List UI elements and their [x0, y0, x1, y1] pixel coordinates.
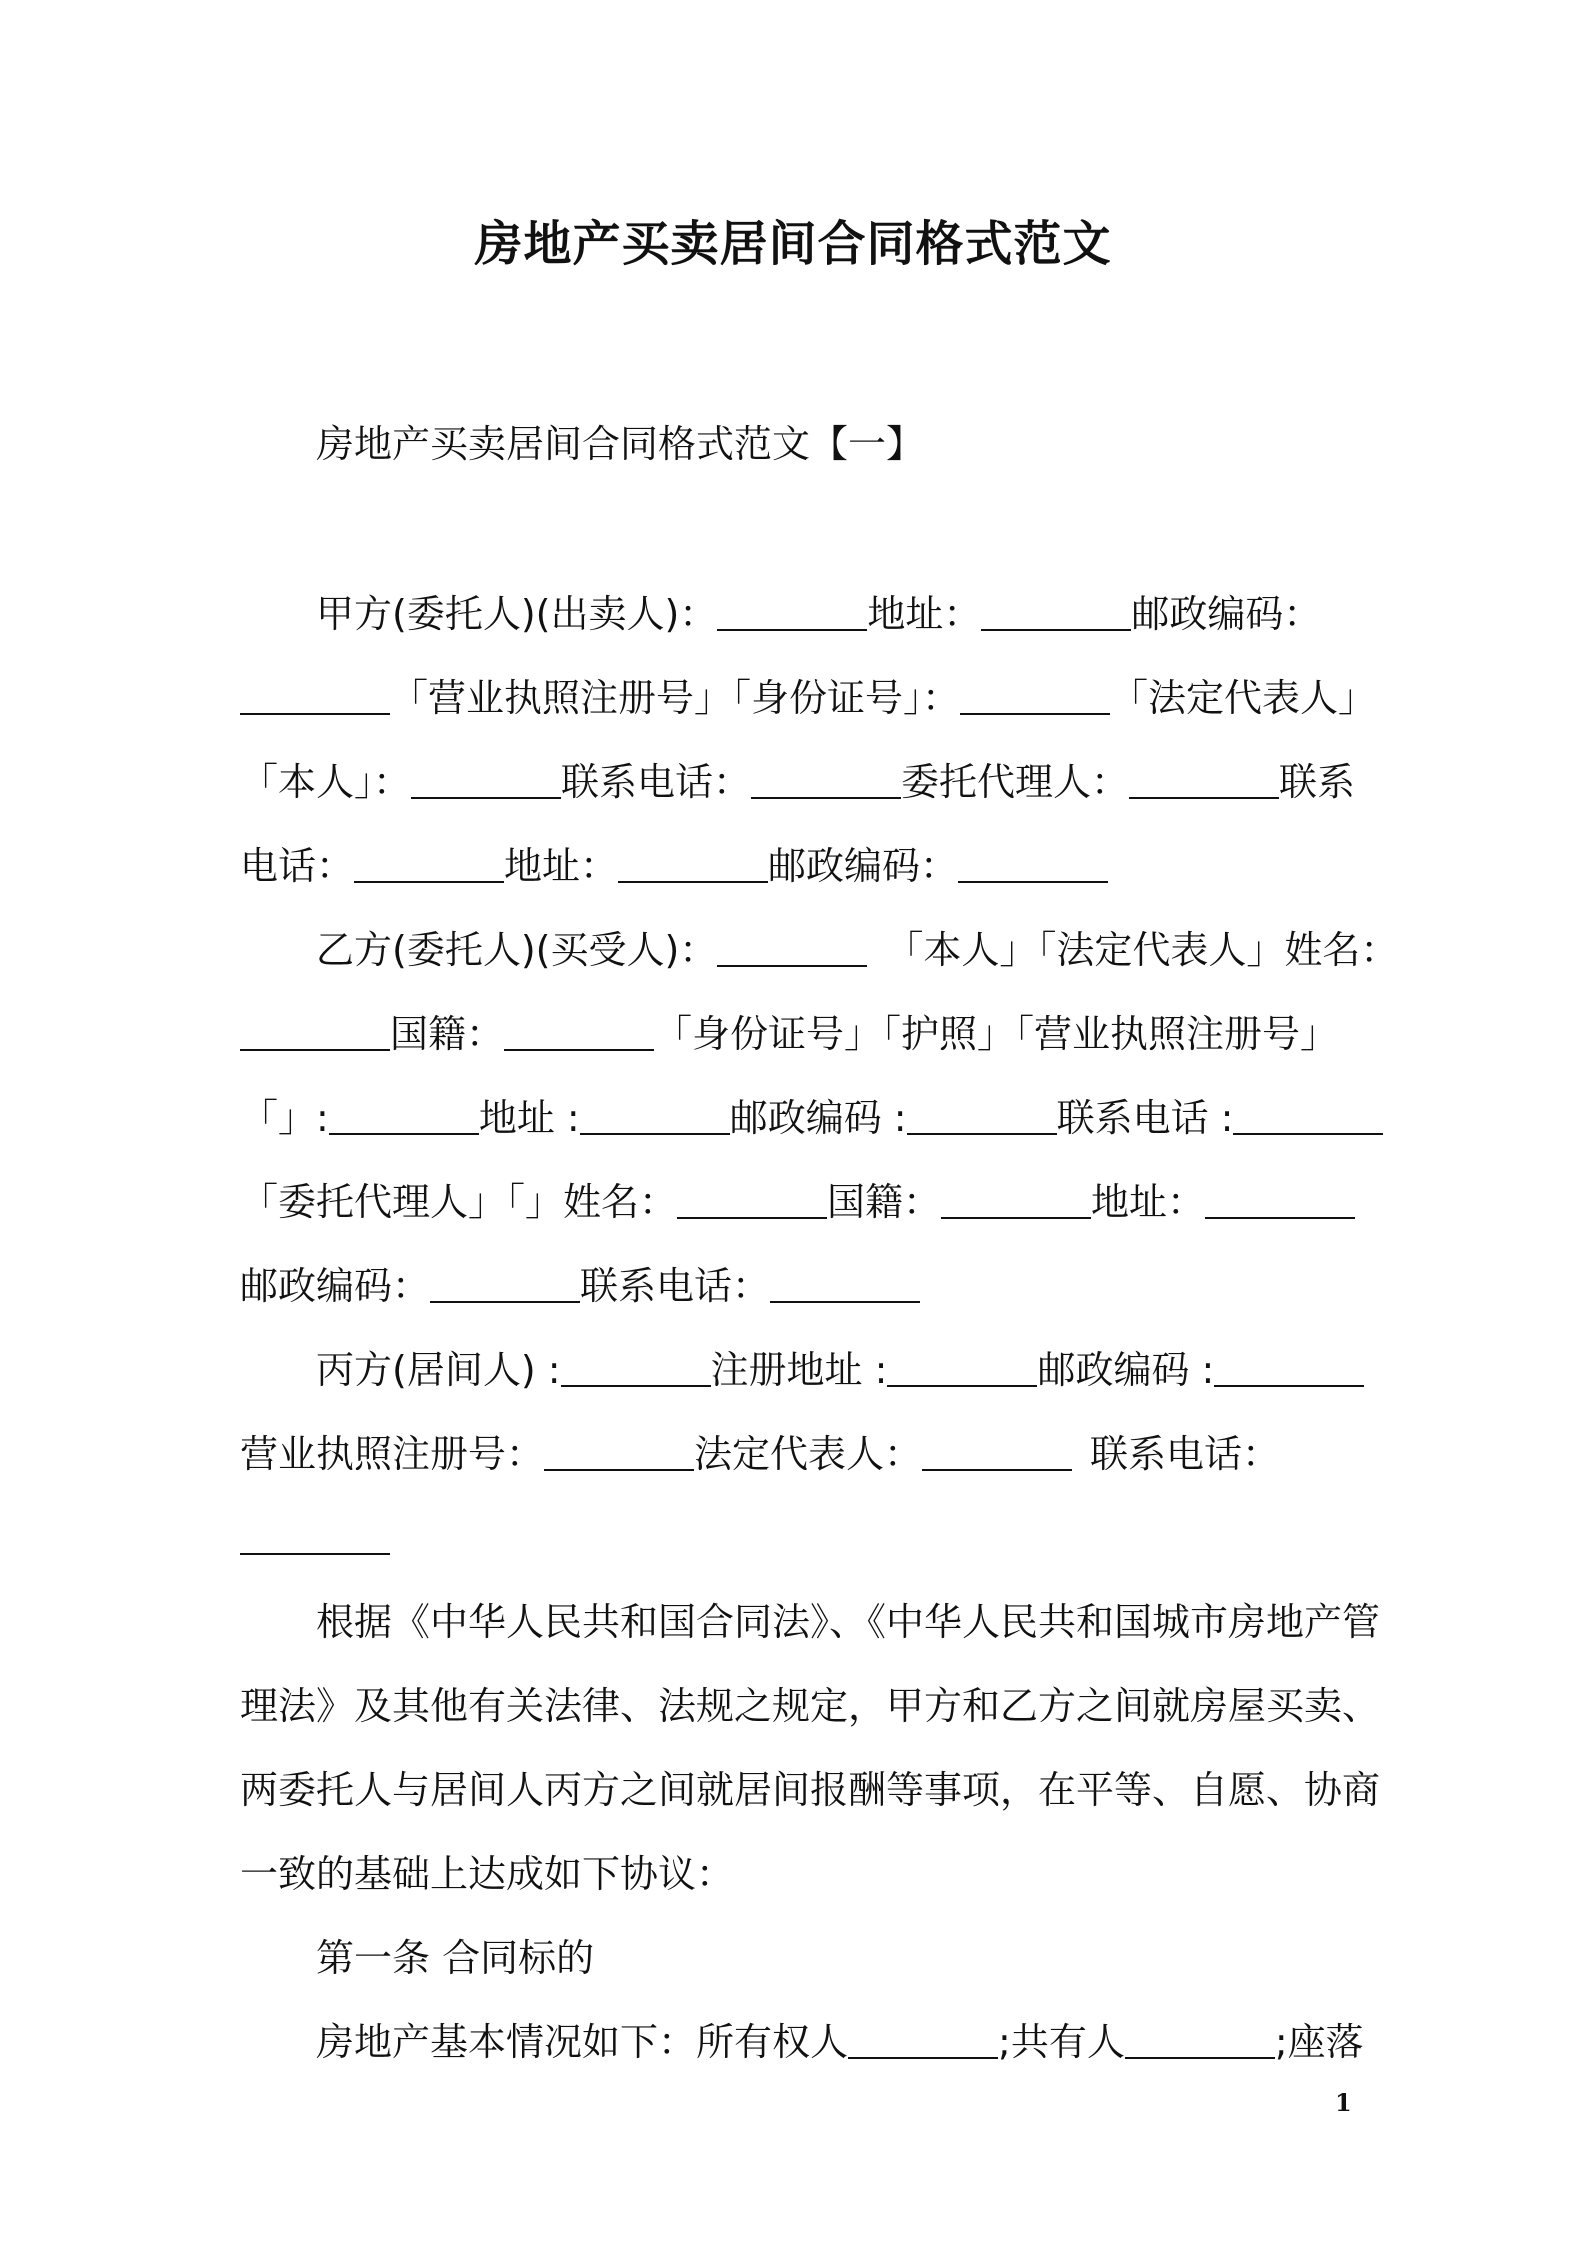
blank-field	[751, 761, 901, 799]
blank-field	[887, 1349, 1037, 1387]
party-b-line-4: 「委托代理人」「」姓名： 国籍： 地址：	[240, 1178, 1350, 1226]
party-a-line-3: 「本人」： 联系电话： 委托代理人： 联系	[240, 760, 1356, 804]
party-c-line-2: 营业执照注册号： 法定代表人： 联系电话：	[240, 1432, 1281, 1476]
blank-field	[240, 1013, 390, 1051]
body-paragraph-line-3: 两委托人与居间人丙方之间就居间报酬等事项，在平等、自愿、协商	[240, 1768, 1381, 1812]
section-heading: 房地产买卖居间合同格式范文【一】	[316, 422, 925, 466]
party-a-line-1: 甲方(委托人)(出卖人)： 地址： 邮政编码：	[316, 592, 1322, 636]
blank-field	[941, 1181, 1091, 1219]
blank-field	[981, 593, 1131, 631]
blank-field	[717, 593, 867, 631]
body-paragraph-line-2: 理法》及其他有关法律、法规之规定，甲方和乙方之间就房屋买卖、	[240, 1684, 1381, 1728]
party-a-line-2: 「营业执照注册号」「身份证号」： 「法定代表人」	[240, 674, 1350, 722]
party-b-line-2: 国籍： 「身份证号」「护照」「营业执照注册号」	[240, 1010, 1350, 1058]
blank-field	[504, 1013, 654, 1051]
blank-field	[1125, 2021, 1275, 2059]
blank-field	[958, 845, 1108, 883]
blank-field	[848, 2021, 998, 2059]
blank-field	[960, 677, 1110, 715]
blank-field	[561, 1349, 711, 1387]
blank-field	[677, 1181, 827, 1219]
party-b-line-3: 「」: 地址 : 邮政编码 : 联系电话 :	[240, 1094, 1350, 1142]
blank-field	[240, 677, 390, 715]
blank-field	[907, 1097, 1057, 1135]
blank-field	[1129, 761, 1279, 799]
blank-field	[430, 1265, 580, 1303]
blank-field	[240, 1517, 390, 1555]
party-b-line-1: 乙方(委托人)(买受人)： 「本人」「法定代表人」姓名：	[316, 928, 1399, 972]
party-c-line-3	[240, 1514, 1350, 1562]
blank-field	[770, 1265, 920, 1303]
blank-field	[717, 929, 867, 967]
blank-field	[354, 845, 504, 883]
body-paragraph-line-4: 一致的基础上达成如下协议：	[240, 1852, 735, 1896]
blank-field	[329, 1097, 479, 1135]
article-1-title: 第一条 合同标的	[316, 1936, 595, 1980]
party-b-line-5: 邮政编码： 联系电话：	[240, 1262, 1350, 1310]
party-a-line-4: 电话： 地址： 邮政编码：	[240, 842, 1350, 890]
blank-field	[580, 1097, 730, 1135]
article-1-line-1: 房地产基本情况如下：所有权人 ;共有人 ;座落	[316, 2020, 1364, 2064]
blank-field	[618, 845, 768, 883]
blank-field	[1214, 1349, 1364, 1387]
blank-field	[922, 1433, 1072, 1471]
party-c-line-1: 丙方(居间人) : 注册地址 : 邮政编码 :	[240, 1346, 1426, 1394]
page-number: 1	[1335, 2088, 1352, 2117]
blank-field	[1205, 1181, 1355, 1219]
document-title: 房地产买卖居间合同格式范文	[474, 216, 1112, 272]
blank-field	[1233, 1097, 1383, 1135]
blank-field	[411, 761, 561, 799]
body-paragraph-line-1: 根据《中华人民共和国合同法》、《中华人民共和国城市房地产管	[316, 1600, 1381, 1644]
blank-field	[544, 1433, 694, 1471]
